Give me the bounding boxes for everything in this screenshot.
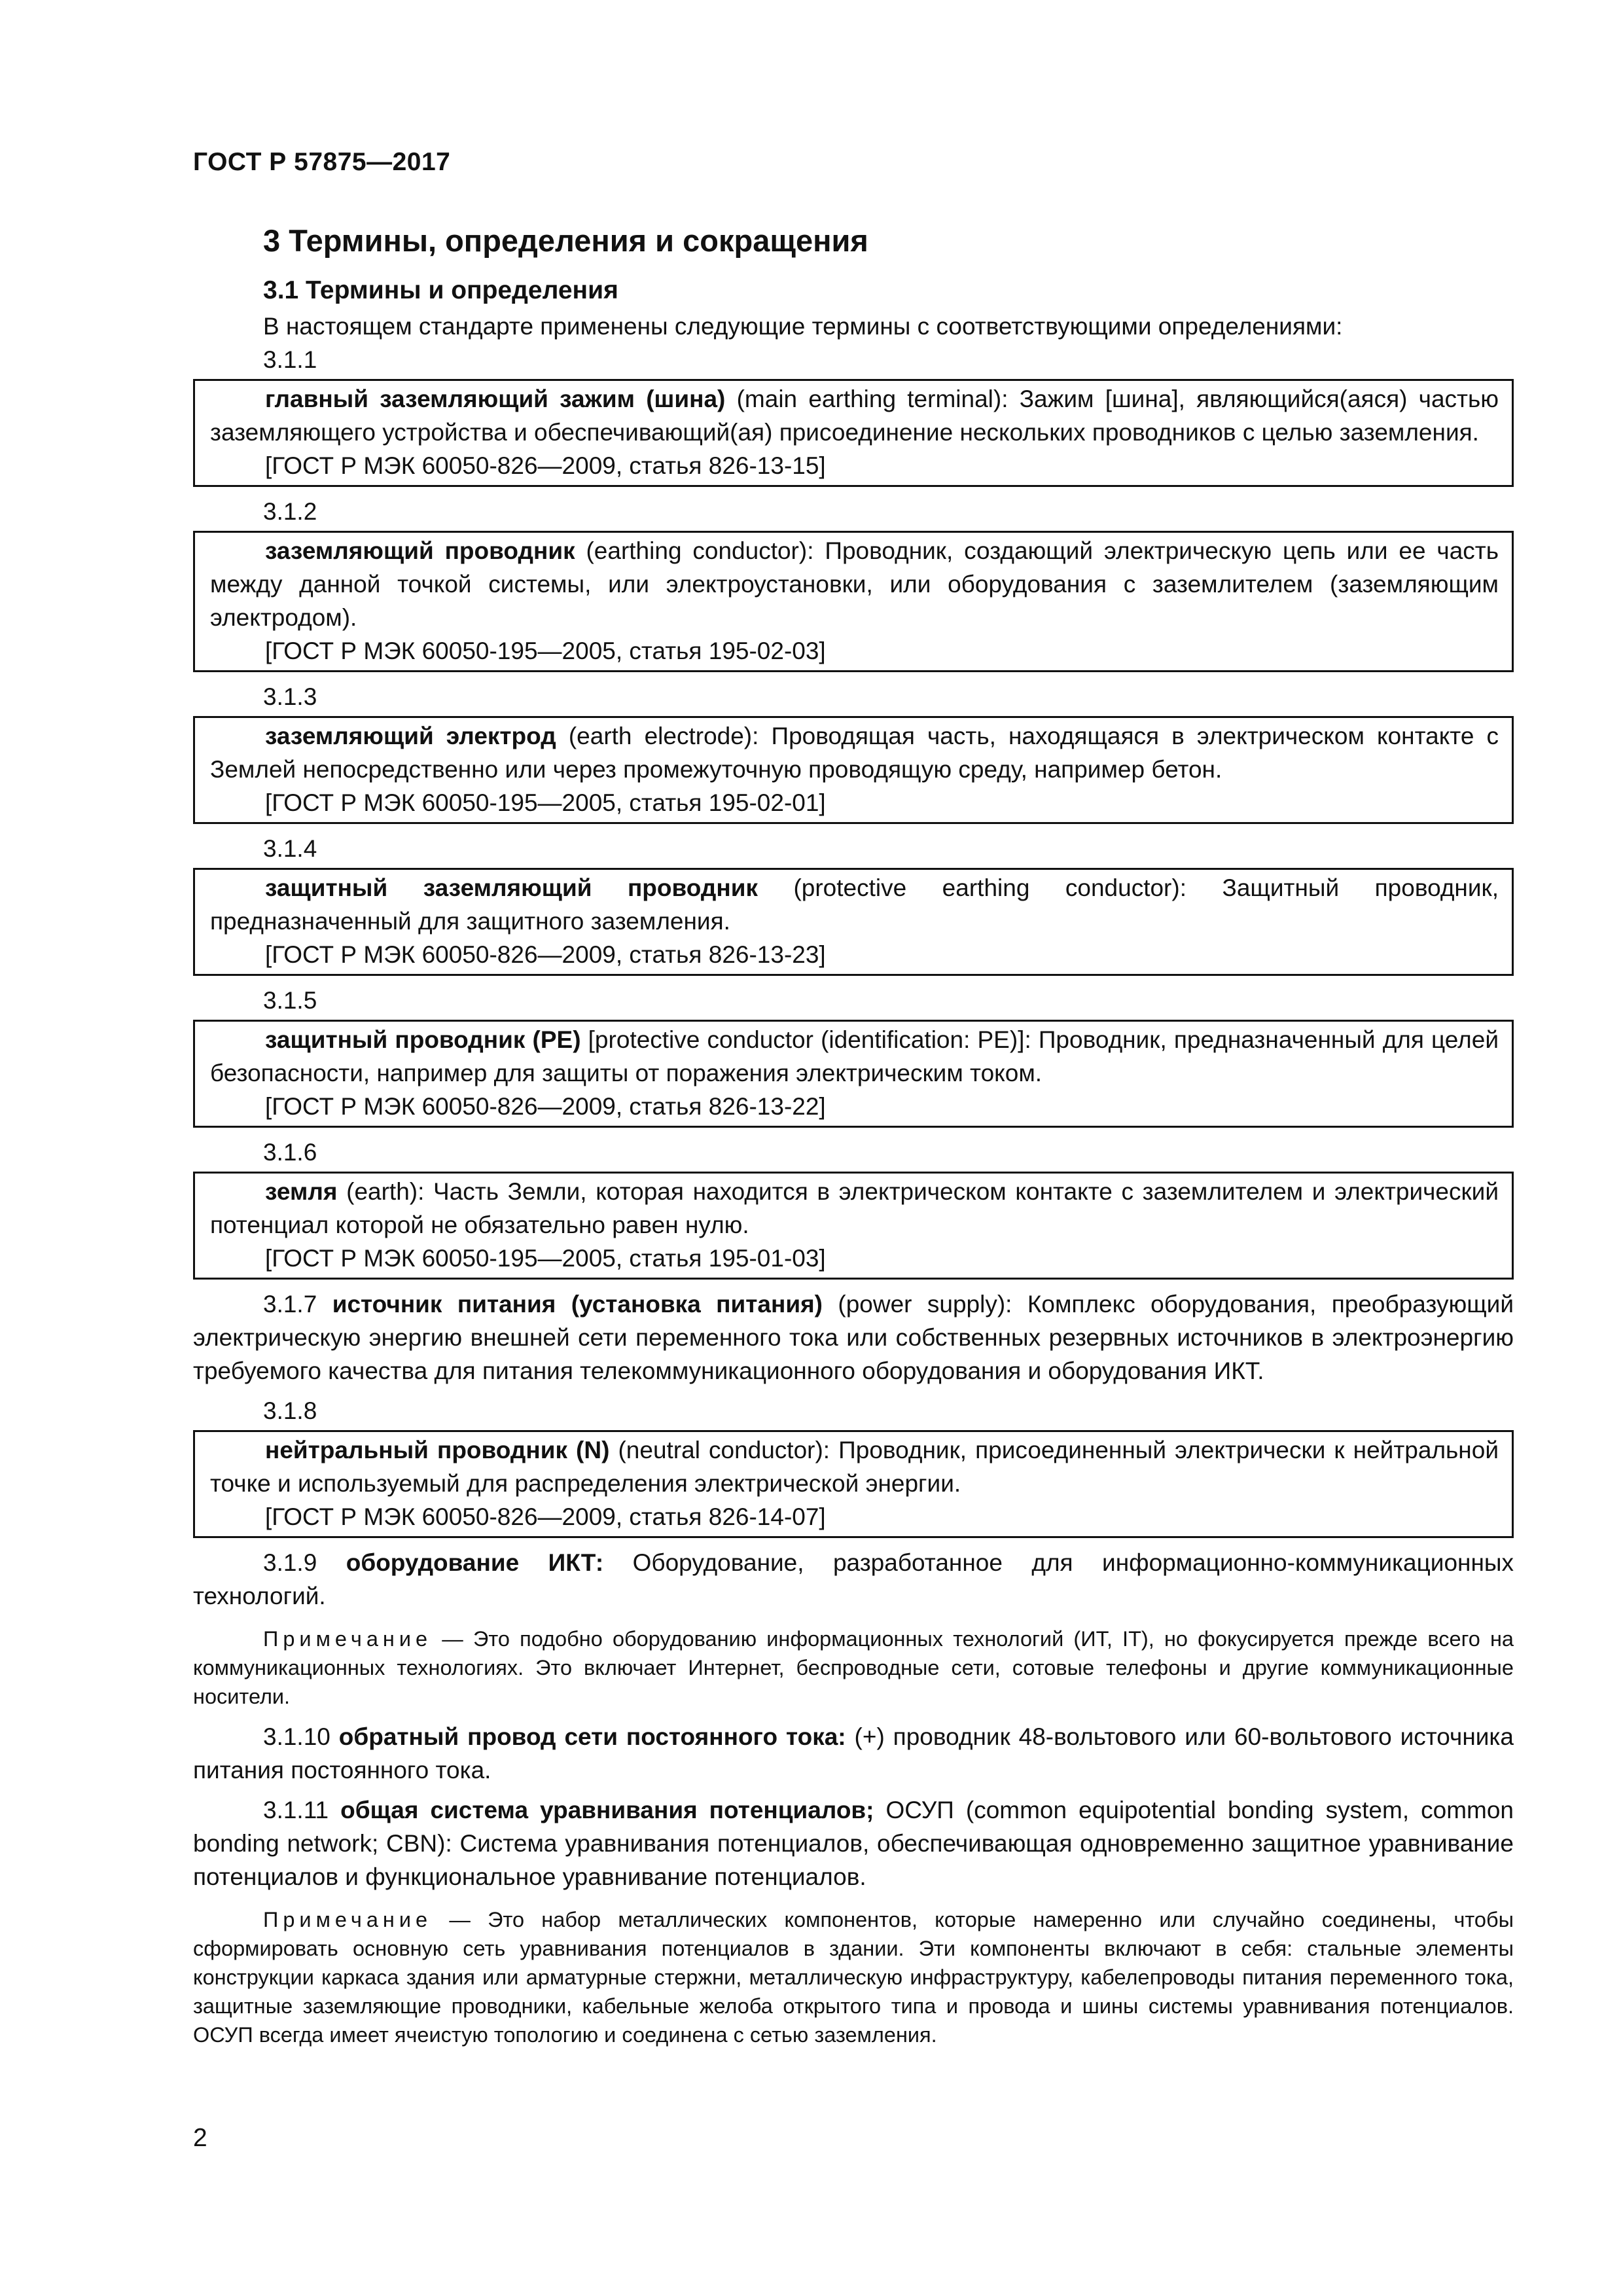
- term-text: (main earthing terminal): Зажим [шина], являющийся(аяся) частью заземляющего устройства и обеспечивающий(ая) присоединение нескольких проводников с целью заземления.: [210, 386, 1499, 446]
- term-definition-box: [193, 868, 1514, 976]
- term-source: [ГОСТ Р МЭК 60050-195—2005, статья 195-02-01]: [265, 789, 826, 816]
- note-paragraph: [193, 1624, 1514, 1711]
- term-paragraph: [193, 1793, 1514, 1893]
- term-definition-box: [193, 716, 1514, 824]
- term-text: (earth): Часть Земли, которая находится в электрическом контакте с заземлителем и электрический потенциал которой не обязательно равен нулю.: [210, 1178, 1499, 1238]
- term-definition: [210, 871, 1499, 938]
- section-title: 3 Термины, определения и сокращения: [263, 223, 868, 258]
- term-name: заземляющий электрод: [265, 723, 556, 749]
- term-paragraph: [193, 1287, 1514, 1388]
- term-number: 3.1.11: [263, 1797, 329, 1823]
- term-text: (power supply): Комплекс оборудования, преобразующий электрическую энергию внешней сети переменного тока или собственных резервных источников в электроэнергию требуемого качества для питания телекоммуникационного оборудования и оборудования ИКТ.: [193, 1291, 1514, 1384]
- term-name: общая система уравнивания потенциалов;: [340, 1797, 874, 1823]
- term-text: (+) проводник 48-вольтового или 60-вольтового источника питания постоянного тока.: [193, 1723, 1514, 1784]
- term-name: защитный проводник (PE): [265, 1026, 581, 1053]
- term-definition: [210, 719, 1499, 786]
- term-definition-box: [193, 1020, 1514, 1128]
- term-source: [ГОСТ Р МЭК 60050-826—2009, статья 826-13-23]: [265, 941, 826, 968]
- term-source: [ГОСТ Р МЭК 60050-195—2005, статья 195-01-03]: [265, 1245, 826, 1272]
- term-source: [ГОСТ Р МЭК 60050-195—2005, статья 195-02-03]: [265, 637, 826, 664]
- term-text: [protective conductor (identification: PE)]: Проводник, предназначенный для целей безопасности, например для защиты от поражения электрическим током.: [210, 1026, 1499, 1086]
- term-text: (protective earthing conductor): Защитный проводник, предназначенный для защитного заземления.: [210, 874, 1499, 935]
- term-text: Оборудование, разработанное для информационно-коммуникационных технологий.: [193, 1549, 1514, 1609]
- term-paragraph: [193, 1720, 1514, 1787]
- term-number: 3.1.10: [263, 1723, 330, 1750]
- term-paragraph: [193, 1546, 1514, 1613]
- term-name: заземляющий проводник: [265, 537, 575, 564]
- term-definition: [210, 1433, 1499, 1500]
- page-number: 2: [193, 2124, 207, 2152]
- term-name: обратный провод сети постоянного тока:: [338, 1723, 846, 1750]
- note-text: — Это набор металлических компонентов, которые намеренно или случайно соединены, чтобы сформировать основную сеть уравнивания потенциалов в здании. Эти компоненты включают в себя: стальные элементы конструкции каркаса здания или арматурные стержни, металлическую инфраструктуру, кабелепроводы питания переменного тока, защитные заземляющие проводники, кабельные желоба открытого типа и провода и шины системы уравнивания потенциалов. ОСУП всегда имеет ячеистую топологию и соединена с сетью заземления.: [193, 1908, 1514, 2047]
- term-definition-box: [193, 1172, 1514, 1280]
- term-source: [ГОСТ Р МЭК 60050-826—2009, статья 826-14-07]: [265, 1503, 826, 1530]
- term-definition: [210, 534, 1499, 634]
- document-header: ГОСТ Р 57875—2017: [193, 148, 451, 176]
- term-number: 3.1.1: [263, 346, 317, 373]
- term-text: ОСУП (common equipotential bonding system, common bonding network; CBN): Система уравнивания потенциалов, обеспечивающая одновременно защитное уравнивание потенциалов и функциональное уравнивание потенциалов.: [193, 1797, 1514, 1890]
- note-paragraph: [193, 1905, 1514, 2049]
- term-definition-box: [193, 1430, 1514, 1538]
- term-number: 3.1.6: [263, 1139, 317, 1166]
- term-number: 3.1.8: [263, 1397, 317, 1424]
- term-number: 3.1.9: [263, 1549, 317, 1576]
- term-definition: [210, 382, 1499, 449]
- term-source: [ГОСТ Р МЭК 60050-826—2009, статья 826-13-15]: [265, 452, 826, 479]
- term-source: [ГОСТ Р МЭК 60050-826—2009, статья 826-13-22]: [265, 1093, 826, 1120]
- intro-text: В настоящем стандарте применены следующие термины с соответствующими определениями:: [263, 313, 1343, 340]
- term-name: главный заземляющий зажим (шина): [265, 386, 726, 412]
- term-text: (earthing conductor): Проводник, создающий электрическую цепь или ее часть между данной точкой системы, или электроустановки, или оборудования с заземлителем (заземляющим электродом).: [210, 537, 1499, 631]
- term-name: оборудование ИКТ:: [346, 1549, 604, 1576]
- term-number: 3.1.3: [263, 683, 317, 710]
- term-number: 3.1.2: [263, 498, 317, 525]
- term-name: защитный заземляющий проводник: [265, 874, 758, 901]
- term-name: нейтральный проводник (N): [265, 1437, 610, 1463]
- term-number: 3.1.5: [263, 987, 317, 1014]
- note-label: Примечание: [263, 1908, 433, 1931]
- term-text: (neutral conductor): Проводник, присоединенный электрически к нейтральной точке и используемый для распределения электрической энергии.: [210, 1437, 1499, 1497]
- term-definition-box: [193, 531, 1514, 672]
- term-definition: [210, 1175, 1499, 1242]
- term-number: 3.1.7: [263, 1291, 317, 1318]
- term-name: источник питания (установка питания): [332, 1291, 823, 1318]
- note-label: Примечание: [263, 1627, 433, 1651]
- term-definition: [210, 1023, 1499, 1090]
- term-definition-box: [193, 379, 1514, 487]
- note-text: — Это подобно оборудованию информационных технологий (ИТ, IT), но фокусируется прежде всего на коммуникационных технологиях. Это включает Интернет, беспроводные сети, сотовые телефоны и другие коммуникационные носители.: [193, 1627, 1514, 1708]
- subsection-title: 3.1 Термины и определения: [263, 276, 618, 304]
- content-area: [193, 274, 1514, 2058]
- term-name: земля: [265, 1178, 338, 1205]
- term-text: (earth electrode): Проводящая часть, находящаяся в электрическом контакте с Землей непосредственно или через промежуточную проводящую среду, например бетон.: [210, 723, 1499, 783]
- term-number: 3.1.4: [263, 835, 317, 862]
